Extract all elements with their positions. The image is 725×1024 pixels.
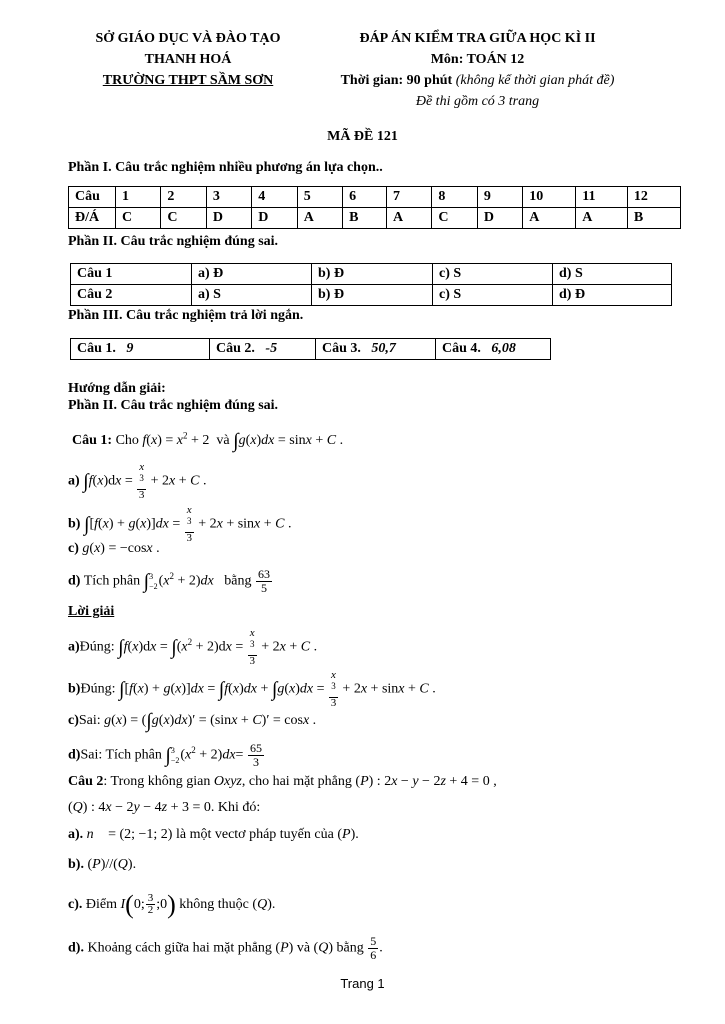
row-label: Câu 1 bbox=[71, 264, 192, 285]
part1-title: Phần I. Câu trắc nghiệm nhiều phương án lựa chọn.. bbox=[68, 160, 383, 175]
subject: Môn: TOÁN 12 bbox=[430, 52, 525, 67]
answer-cell: A bbox=[523, 208, 576, 229]
page-count-note: Đề thi gồm có 3 trang bbox=[415, 94, 540, 109]
question-1-statement: Câu 1: Cho $f(x) = x^2 + 2$ và ∫g(x)dx = sinx + C . bbox=[72, 430, 344, 452]
answer-cell: b) Đ bbox=[312, 285, 433, 306]
row-label: Đ/Á bbox=[69, 208, 116, 229]
answer-cell: Câu 3. 50,7 bbox=[316, 339, 436, 360]
question-number: 7 bbox=[387, 187, 432, 208]
question-number: 12 bbox=[627, 187, 680, 208]
row-label: Câu 2 bbox=[71, 285, 192, 306]
answer-cell: C bbox=[432, 208, 477, 229]
answer-cell: Câu 2. -5 bbox=[210, 339, 316, 360]
school-name: TRƯỜNG THPT SẦM SƠN bbox=[102, 73, 274, 88]
table-row bbox=[71, 285, 672, 306]
answer-cell: a) Đ bbox=[192, 264, 312, 285]
solution-a: a)Đúng: $\int f(x)dx = \int(x^2 + 2)dx$ = x $^3$ 3 + 2x + C . bbox=[68, 627, 318, 667]
part2-answer-table bbox=[70, 263, 672, 306]
question-number: 4 bbox=[252, 187, 297, 208]
statement-b: b) ∫[f(x) + g(x)]dx = x $^3$ 3 + 2x + sinx + C . bbox=[68, 504, 292, 544]
answer-cell: b) Đ bbox=[312, 264, 433, 285]
answer-cell: D bbox=[477, 208, 522, 229]
answer-cell: a) S bbox=[192, 285, 312, 306]
page-number: Trang 1 bbox=[340, 976, 385, 991]
question-number: 9 bbox=[477, 187, 522, 208]
answer-cell: c) S bbox=[433, 285, 553, 306]
question-2-a: a). n⃗ = (2; −1; 2) là một vectơ pháp tuyến của (P). bbox=[68, 827, 359, 842]
question-number: 6 bbox=[343, 187, 387, 208]
table-row bbox=[71, 339, 551, 360]
part3-answer-table bbox=[70, 338, 551, 360]
header-left bbox=[62, 28, 314, 91]
answer-cell: D bbox=[206, 208, 251, 229]
table-row bbox=[69, 187, 681, 208]
statement-a: a) ∫f(x)dx = x $^3$ 3 + 2x + C . bbox=[68, 461, 207, 501]
answer-cell: d) Đ bbox=[553, 285, 672, 306]
statement-d: d) Tích phân ∫ 3 −2 $(x^2 + 2)dx$ bằng $\frac{63}{5}$ bbox=[68, 567, 270, 595]
document-title: ĐÁP ÁN KIỂM TRA GIỮA HỌC KÌ II bbox=[359, 31, 596, 46]
question-2-c: c). Điểm I(0; $\frac{3}{2}$ ;0) không thuộc (Q). bbox=[68, 890, 276, 919]
answer-cell: D bbox=[252, 208, 297, 229]
guide-part2-title: Phần II. Câu trắc nghiệm đúng sai. bbox=[68, 398, 279, 413]
part3-title: Phần III. Câu trắc nghiệm trả lời ngắn. bbox=[68, 308, 304, 323]
row-label: Câu bbox=[69, 187, 116, 208]
answer-cell: Câu 4. 6,08 bbox=[436, 339, 551, 360]
table-row bbox=[71, 264, 672, 285]
answer-cell: A bbox=[387, 208, 432, 229]
answer-cell: A bbox=[576, 208, 628, 229]
question-number: 5 bbox=[297, 187, 342, 208]
question-number: 10 bbox=[523, 187, 576, 208]
solution-d: d)Sai: Tích phân ∫ 3 −2 $(x^2 + 2)dx=$ $\frac{65}{3}$ bbox=[68, 741, 262, 769]
header-right bbox=[305, 28, 650, 112]
exam-time: Thời gian: 90 phút (không kể thời gian phát đề) bbox=[340, 73, 615, 88]
table-row bbox=[69, 208, 681, 229]
question-2-d: d). Khoảng cách giữa hai mặt phẳng (P) và (Q) bằng $\frac{5}{6}$ . bbox=[68, 934, 383, 962]
question-2-statement: Câu 2: Trong không gian Oxyz, cho hai mặt phẳng (P) : 2x − y − 2z + 4 = 0 , bbox=[68, 774, 497, 789]
question-2-plane-q: (Q) : 4x − 2y − 4z + 3 = 0. Khi đó: bbox=[68, 800, 261, 815]
province-name: THANH HOÁ bbox=[144, 52, 232, 67]
part2-title: Phần II. Câu trắc nghiệm đúng sai. bbox=[68, 234, 279, 249]
solution-c: c)Sai: g(x) = (∫g(x)dx)′ = (sinx + C)′ = cosx . bbox=[68, 710, 317, 732]
answer-cell: B bbox=[627, 208, 680, 229]
statement-c: c) g(x) = −cosx . bbox=[68, 541, 160, 556]
question-number: 8 bbox=[432, 187, 477, 208]
solution-heading: Lời giải bbox=[68, 604, 115, 619]
answer-cell: c) S bbox=[433, 264, 553, 285]
question-number: 3 bbox=[206, 187, 251, 208]
part1-answer-table bbox=[68, 186, 681, 229]
answer-cell: Câu 1. 9 bbox=[71, 339, 210, 360]
question-number: 2 bbox=[161, 187, 206, 208]
question-number: 11 bbox=[576, 187, 628, 208]
answer-cell: d) S bbox=[553, 264, 672, 285]
answer-cell: C bbox=[116, 208, 161, 229]
solution-b: b)Đúng: ∫[f(x) + g(x)]dx = ∫f(x)dx + ∫g(x)dx = x $^3$ 3 + 2x + sinx + C . bbox=[68, 669, 436, 709]
question-number: 1 bbox=[116, 187, 161, 208]
department-name: SỞ GIÁO DỤC VÀ ĐÀO TẠO bbox=[95, 31, 281, 46]
answer-cell: A bbox=[297, 208, 342, 229]
answer-cell: B bbox=[343, 208, 387, 229]
question-2-b: b). (P)//(Q). bbox=[68, 857, 137, 872]
exam-code: MÃ ĐỀ 121 bbox=[327, 129, 398, 144]
answer-cell: C bbox=[161, 208, 206, 229]
guide-title: Hướng dẫn giải: bbox=[68, 381, 166, 396]
